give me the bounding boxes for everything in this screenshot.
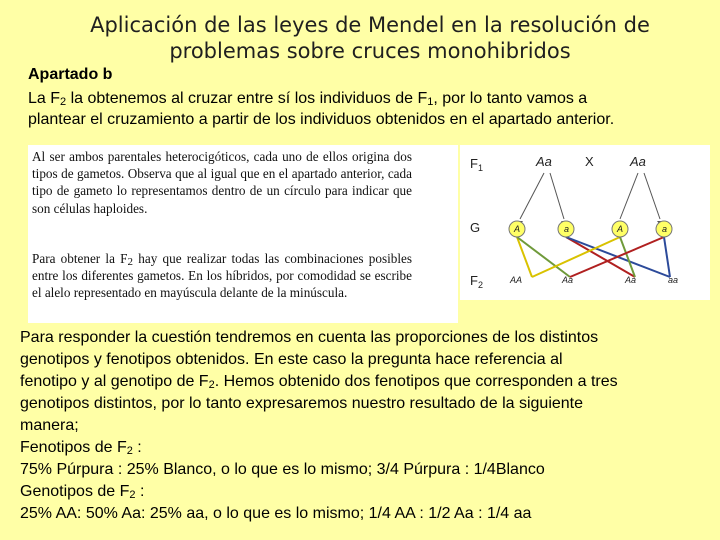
phenotypes-heading [20,437,710,459]
intro-sub-2: 1 [427,96,434,108]
intro-text-a: La F [28,90,61,107]
gamete-allele: a [662,224,668,234]
explanation-panel [28,145,458,323]
intro-text-c: , por lo tanto vamos a [433,90,588,107]
gamete-allele: a [564,224,570,234]
answer-text-fragment: : [132,439,142,456]
intro-sub-1: 2 [60,96,67,108]
answer-line: Para responder la cuestión tendremos en cuenta las proporciones de los distintos [20,329,599,346]
offspring-genotype: aa [668,275,679,285]
title-line-1: Aplicación de las leyes de Mendel en la resolución de [90,13,650,37]
phenotype-ratio: 75% Púrpura : 25% Blanco, o lo que es lo mismo; 3/4 Púrpura : 1/4Blanco [20,461,545,478]
answer-line [20,371,710,393]
cross-symbol: X [585,154,594,169]
offspring-genotype: AA [510,275,523,285]
cross-line-blue [664,237,670,277]
answer-text [20,327,710,525]
f2-label: $F_2$ [470,273,483,290]
offspring-genotype: Aa [625,275,637,285]
cross-diagram-svg [460,145,710,300]
explanation-p2-a: Para obtener la F [32,251,128,266]
section-heading: Apartado b [28,66,113,83]
slide-title [60,12,680,64]
answer-line: genotipos distintos, por lo tanto expresaremos nuestro resultado de la siguiente [20,395,584,412]
genotype-ratio: 25% AA: 50% Aa: 25% aa, o lo que es lo mismo; 1/4 AA : 1/2 Aa : 1/4 aa [20,505,532,522]
genotypes-heading [20,481,710,503]
answer-text-fragment: . Hemos obtenido dos fenotipos que corresponden a tres [214,373,618,390]
answer-line: manera; [20,417,79,434]
intro-line-2: plantear el cruzamiento a partir de los individuos obtenidos en el apartado anterior. [28,111,615,128]
answer-text-fragment: Genotipos de F [20,483,130,500]
intro-line-1 [28,88,708,109]
answer-text-fragment: Fenotipos de F [20,439,127,456]
arrow-line [620,173,638,219]
answer-subscript: 2 [126,445,133,457]
parent-right-genotype: Aa [630,154,646,169]
arrow-line [520,173,544,219]
answer-text-fragment: : [135,483,145,500]
explanation-p2-b: hay que realizar todas las combinaciones posibles entre los diferentes gametos. En los híbridos, por comodidad se escribe el alelo representado en mayúscula delante de la minúscula. [32,251,413,301]
arrow-line [644,173,660,219]
answer-subscript: 2 [129,489,136,501]
answer-subscript: 2 [208,379,215,391]
arrow-line [550,173,564,219]
gamete-allele: A [617,224,624,234]
title-line-2: problemas sobre cruces monohibridos [169,39,571,63]
intro-text-b: la obtenemos al cruzar entre sí los individuos de F [66,90,428,107]
cross-diagram [460,145,710,300]
parent-left-genotype: Aa [536,154,552,169]
gamete-allele: A [514,224,521,234]
offspring-genotype: Aa [562,275,574,285]
explanation-p2-sub: 2 [127,256,134,268]
explanation-paragraph-2 [32,250,412,302]
explanation-paragraph-1: Al ser ambos parentales heterocigóticos, cada uno de ellos origina dos tipos de gametos. Observa que al igual que en el apartado anterior, cada tipo de gameto lo representamos dentro de un círculo para indicar que son células haploides. [32,149,412,216]
gametes-label: G [470,220,481,235]
cross-line-green [620,237,635,277]
f1-label: $F_1$ [470,156,483,173]
answer-line: genotipos y fenotipos obtenidos. En este caso la pregunta hace referencia al [20,351,563,368]
answer-text-fragment: fenotipo y al genotipo de F [20,373,209,390]
